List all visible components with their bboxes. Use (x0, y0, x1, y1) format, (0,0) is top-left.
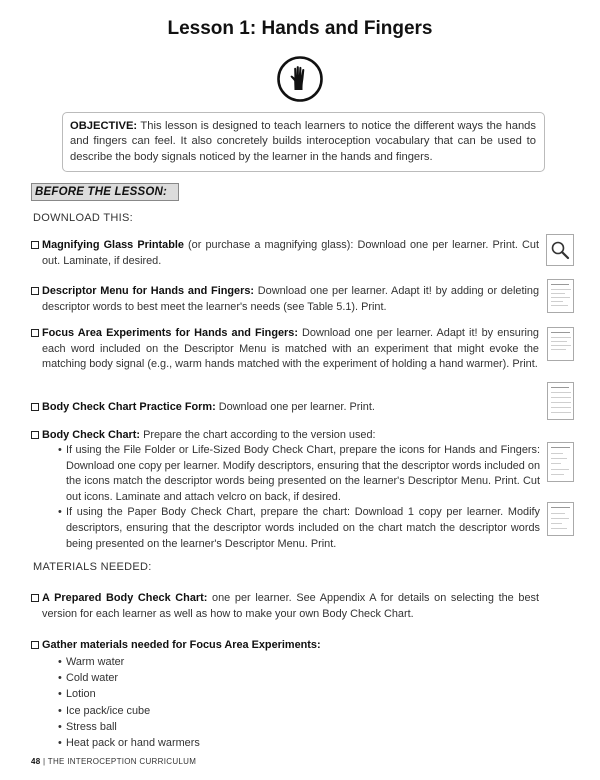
download-item-descriptor-menu (31, 284, 539, 315)
materials-list (58, 654, 200, 751)
lesson-title: Lesson 1: Hands and Fingers (167, 18, 433, 39)
item-text: one per learner. See Appendix A for details on selecting the best version for each learner as well as how to make your own Body Check Chart. (42, 592, 539, 620)
body-check-bullets (58, 443, 540, 552)
download-item-magnifying-glass (31, 238, 539, 269)
descriptor-menu-thumbnail (547, 279, 574, 313)
item-bold: Descriptor Menu for Hands and Fingers: (42, 285, 255, 297)
objective-box (62, 112, 545, 172)
bullet-paper-chart: • If using the Paper Body Check Chart, prepare the chart: Download 1 copy per learner. Modify descriptors, ensuring that the descriptor words included on the chart match the descriptor words being presented on the learner's Descriptor Menu. Print. (58, 505, 540, 552)
item-bold: Focus Area Experiments for Hands and Fingers: (42, 327, 298, 339)
item-text: Download one per learner. Print. (215, 401, 375, 413)
item-text: Download one per learner. Adapt it! by adding or deleting descriptor words to best meet the learner's needs (see Table 5.1). Print. (42, 285, 540, 313)
list-item: • Lotion (58, 686, 200, 702)
item-bold: Magnifying Glass Printable (42, 239, 184, 251)
magnifying-glass-thumbnail (546, 234, 574, 266)
practice-form-thumbnail (547, 382, 574, 420)
hand-icon (277, 56, 323, 102)
checkbox-icon (31, 287, 39, 295)
footer-text: | THE INTEROCEPTION CURRICULUM (40, 757, 197, 766)
list-item: • Cold water (58, 670, 200, 686)
before-the-lesson-header: BEFORE THE LESSON: (31, 183, 179, 201)
checkbox-icon (31, 641, 39, 649)
item-text: Prepare the chart according to the version used: (140, 429, 376, 441)
item-text: Download one per learner. Adapt it! by ensuring each word included on the Descriptor Menu is matched with an experiment that might evoke the matching body signal (e.g., warm hands matched with the experiment of holding a hand warmer). Print. (42, 327, 539, 371)
download-item-practice-form (31, 400, 539, 416)
materials-item-body-check-chart (31, 591, 539, 622)
focus-area-thumbnail (547, 327, 574, 361)
download-item-body-check-chart (31, 428, 539, 444)
list-item: • Warm water (58, 654, 200, 670)
paper-chart-thumbnail (547, 502, 574, 536)
objective-text: This lesson is designed to teach learners to notice the different ways the hands and fingers can feel. It also concretely builds interoception vocabulary that can be used to describe the body signals noticed by the learner in the hands and fingers. (70, 120, 536, 163)
item-bold: Body Check Chart Practice Form: (42, 401, 216, 413)
item-bold: Gather materials needed for Focus Area Experiments: (42, 639, 321, 651)
list-item: • Ice pack/ice cube (58, 703, 200, 719)
checkbox-icon (31, 403, 39, 411)
item-bold: A Prepared Body Check Chart: (42, 592, 208, 604)
checkbox-icon (31, 241, 39, 249)
download-heading: DOWNLOAD THIS: (33, 212, 133, 224)
checkbox-icon (31, 594, 39, 602)
objective-label: OBJECTIVE: (70, 120, 138, 132)
materials-heading: MATERIALS NEEDED: (33, 561, 152, 573)
download-item-focus-area-experiments (31, 326, 539, 373)
magnifying-glass-icon (547, 235, 573, 265)
list-item: • Stress ball (58, 719, 200, 735)
materials-item-gather (31, 638, 539, 654)
list-item: • Heat pack or hand warmers (58, 735, 200, 751)
item-bold: Body Check Chart: (42, 429, 141, 441)
bullet-file-folder: • If using the File Folder or Life-Sized Body Check Chart, prepare the icons for Hands and Fingers: Download one copy per learner. Modify descriptors, ensuring that the descriptor words included on the icons match the descriptor words being presented on the learner's Descriptor Menu. Print. Cut out icons. Laminate and attach velcro on back, if desired. (58, 443, 540, 505)
page-footer (31, 757, 196, 766)
checkbox-icon (31, 431, 39, 439)
page-number: 48 (31, 757, 41, 766)
item-text: (or purchase a magnifying glass): Download one per learner. Print. Cut out. Laminate, if desired. (42, 239, 540, 267)
file-folder-chart-thumbnail (547, 442, 574, 482)
checkbox-icon (31, 329, 39, 337)
